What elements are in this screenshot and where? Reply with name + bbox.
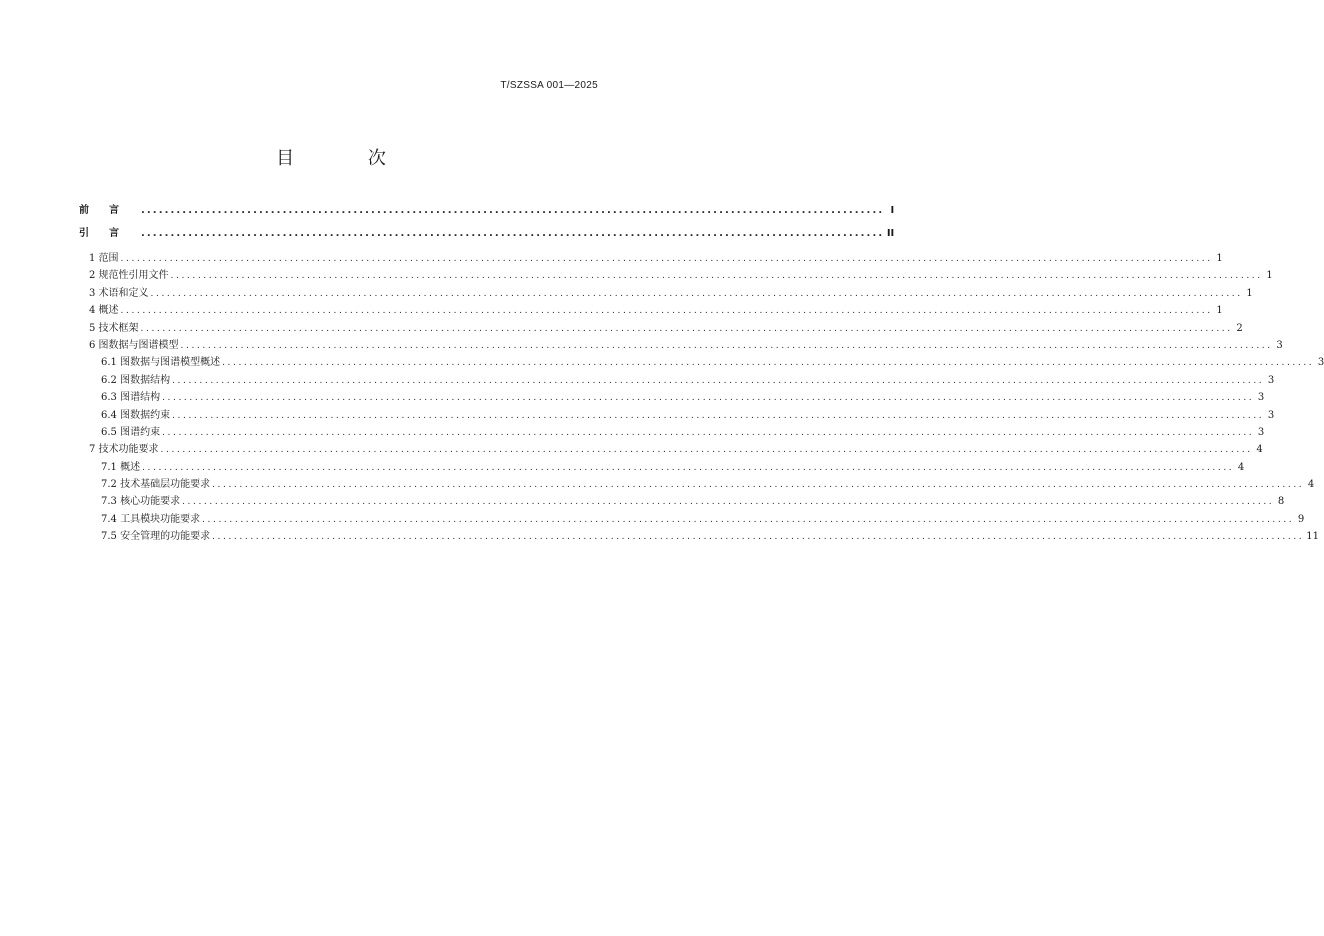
toc-entry[interactable]: [79, 389, 1265, 406]
toc-entry-label: 6 图数据与图谱模型: [89, 339, 179, 351]
toc-entry-page: 9: [1297, 513, 1305, 525]
toc-entry[interactable]: [79, 407, 1275, 424]
leader-dots: ........................................................................................................................................................................................................: [222, 358, 1315, 369]
leader-dots: ........................................................................................................................................................................................................: [120, 254, 1213, 264]
toc-entry-label: 7.1 概述: [101, 461, 141, 473]
toc-entry-page: 2: [1236, 322, 1243, 334]
toc-entry-page: 8: [1277, 496, 1285, 508]
toc-entry[interactable]: [79, 302, 1223, 319]
leader-dots: ........................................................................................................................................................................................................: [162, 393, 1255, 404]
toc-entry-foreword[interactable]: [79, 199, 895, 222]
toc-entry-page: 3: [1257, 392, 1265, 404]
toc-entry[interactable]: [79, 372, 1275, 389]
leader-dots: ........................................................................................................................................................................................................: [142, 462, 1235, 473]
toc-entry[interactable]: [79, 511, 1305, 528]
toc-entry-page: 3: [1257, 426, 1265, 438]
toc-entry[interactable]: [79, 424, 1265, 441]
toc-entry-page: 4: [1237, 461, 1245, 473]
leader-dots: ..............................................................................................................................: [141, 205, 885, 216]
toc-entry[interactable]: [79, 337, 1283, 354]
toc-entry[interactable]: [79, 250, 1223, 267]
leader-dots: ........................................................................................................................................................................................................: [212, 532, 1305, 543]
leader-dots: ........................................................................................................................................................................................................: [182, 497, 1275, 508]
toc-entry-page: 1: [1266, 270, 1273, 282]
leader-dots: ........................................................................................................................................................................................................: [140, 323, 1233, 334]
toc-entry[interactable]: [79, 528, 1319, 545]
leader-dots: ........................................................................................................................................................................................................: [170, 271, 1263, 282]
toc-entry-label: 7.5 安全管理的功能要求: [101, 531, 211, 543]
toc-entry-label: 2 规范性引用文件: [89, 270, 169, 282]
leader-dots: ........................................................................................................................................................................................................: [172, 375, 1265, 386]
toc-entry-page: 3: [1267, 409, 1275, 421]
leader-dots: ........................................................................................................................................................................................................: [160, 445, 1253, 456]
toc-entry-introduction[interactable]: [79, 222, 895, 245]
toc-entry-page: 1: [1216, 253, 1223, 264]
leader-dots: ........................................................................................................................................................................................................: [212, 480, 1305, 491]
toc-entry-page: II: [886, 228, 895, 239]
leader-dots: ........................................................................................................................................................................................................: [180, 340, 1273, 351]
toc-entry-label: 7.2 技术基础层功能要求: [101, 479, 211, 491]
toc-entry[interactable]: [79, 285, 1253, 302]
leader-dots: ..............................................................................................................................: [141, 228, 885, 239]
toc-entry[interactable]: [79, 476, 1315, 493]
leader-dots: ........................................................................................................................................................................................................: [172, 410, 1265, 421]
toc-entry-page: 4: [1307, 479, 1315, 491]
toc-entry[interactable]: [79, 320, 1243, 337]
toc-entry-page: I: [890, 205, 895, 216]
toc-entry-page: 11: [1306, 531, 1319, 543]
toc-entry[interactable]: [79, 459, 1245, 476]
toc-title: 目 次: [276, 148, 420, 169]
toc-entry-page: 3: [1276, 339, 1283, 351]
toc-entry-label: 引言: [79, 228, 139, 239]
toc-entry[interactable]: [79, 441, 1263, 458]
toc-entry-label: 7 技术功能要求: [89, 444, 159, 456]
toc-entry-label: 5 技术框架: [89, 322, 139, 334]
toc-entry-label: 3 术语和定义: [89, 287, 149, 299]
leader-dots: ........................................................................................................................................................................................................: [162, 427, 1255, 438]
leader-dots: ........................................................................................................................................................................................................: [202, 514, 1295, 525]
toc-entry-page: 1: [1246, 287, 1253, 299]
toc-entry-label: 1 范围: [89, 253, 119, 264]
toc-entry-page: 1: [1216, 305, 1223, 317]
document-code: T/SZSSA 001—2025: [500, 80, 598, 91]
toc-entry[interactable]: [79, 267, 1273, 284]
toc-entry-label: 6.2 图数据结构: [101, 374, 171, 386]
leader-dots: ........................................................................................................................................................................................................: [150, 288, 1243, 299]
toc-entry-page: 3: [1317, 357, 1324, 369]
toc-entry-list: [79, 250, 1324, 546]
toc-entry-label: 6.1 图数据与图谱模型概述: [101, 357, 221, 369]
toc-entry-page: 3: [1267, 374, 1275, 386]
toc-entry-label: 7.3 核心功能要求: [101, 496, 181, 508]
toc-entry-label: 4 概述: [89, 305, 119, 317]
toc-entry-label: 6.4 图数据约束: [101, 409, 171, 421]
table-of-contents: [79, 199, 1324, 546]
toc-entry-label: 7.4 工具模块功能要求: [101, 513, 201, 525]
toc-entry[interactable]: [79, 354, 1324, 371]
toc-entry-label: 6.3 图谱结构: [101, 392, 161, 404]
toc-entry-label: 前言: [79, 205, 139, 216]
toc-entry-label: 6.5 图谱约束: [101, 426, 161, 438]
leader-dots: ........................................................................................................................................................................................................: [120, 306, 1213, 317]
toc-entry-page: 4: [1256, 444, 1263, 456]
toc-entry[interactable]: [79, 493, 1285, 510]
